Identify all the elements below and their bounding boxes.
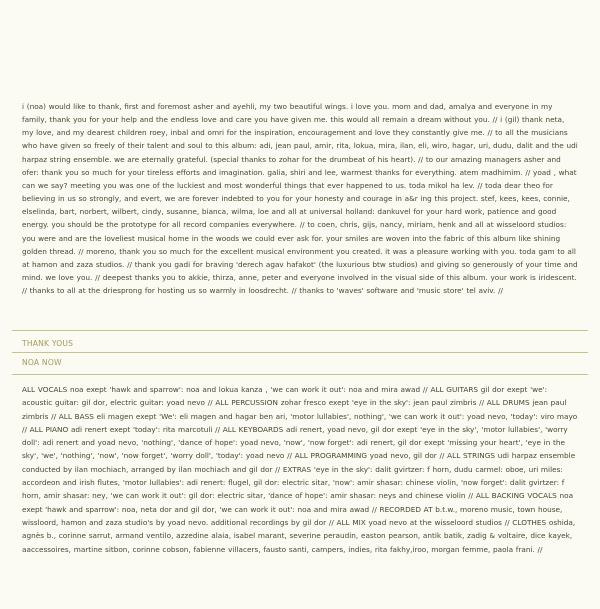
divider-line [12, 352, 588, 353]
credits-paragraph: ALL VOCALS noa exept 'hawk and sparrow': noa and lokua kanza , 'we can work it out': noa and mira awad // ALL GUITARS gil dor exept 'we': acoustic guitar: gil dor, electric guitar: yoad nevo // ALL PERCUSSION zohar fresco exept 'eye in the sky': jean paul zimbris // ALL DRUMS jean paul zimbris // ALL BASS eli magen exept 'We': eli magen and hagar ben ari, 'motor lullabies', nothing', 'we can work it out': yoad nevo, 'today': viro mayo // ALL PIANO adi renert exept 'today': rita marcotuli // ALL KEYBOARDS adi renert, yoad nevo, gil dor exept 'eye in the sky', 'motor lullabies', 'worry doll': adi renert and yoad nevo, 'nothing', 'dance of hope': yoad nevo, 'now', 'now forget': adi renert, gil dor exept 'missing your heart', 'eye in the sky', 'we', 'nothing', 'now', 'now forget', 'worry doll', 'today': yoad nevo // ALL PROGRAMMING yoad nevo, gil dor // ALL STRINGS udi harpaz ensemble conducted by ilan mochiach, arranged by ilan mochiach and gil dor // EXTRAS 'eye in the sky': dalit gvirtzer: f horn, dudu carmel: oboe, uri miles: accordeon and irish flutes, 'motor lullabies': adi renert: flugel, gil dor: electric sitar, 'now': amir shasar: chinese violin, 'now forget': dalit gvirtzer: f horn, amir shasar: ney, 'we can work it out': gil dor: electric sitar, 'dance of hope': amir shasar: neys and chinese violin // ALL BACKING VOCALS noa exept 'hawk and sparrow': noa, neta dor and gil dor, 'we can work it out': noa and mira awad // RECORDED AT b.t.w., moreno music, town house, wissloord, hamon and zaza studio's by yoad nevo. additional recordings by gil dor // ALL MIX yoad nevo at the wisseloord studios // CLOTHES oshida, agnès b., corinne sarrut, armand ventilo, azzedine alaia, isabel marant, severine peraudin, easton pearson, antik batik, zadig & voltaire, dice kayek, aaccessoires, martine sitbon, corinne cobson, fabienne villacers, fausto santi, campers, indies, rita fakhy,iroo, morgan femme, paola frani. // [22, 385, 578, 554]
thank-yous-paragraph: i (noa) would like to thank, first and foremost asher and ayehli, my two beautiful wings. i love you. mom and dad, amalya and everyone in my family, thank you for your help and the endless love and care you have given me. this would all remain a dream without you. // i (gil) thank neta, my love, and my dearest children roey, inbal and omri for the inspiration, encouragement and love they constantly give me. // to all the musicians who have given so freely of their talent and soul to this album: adi, jean paul, amir, rita, lokua, mira, ilan, eli, wiro, hagar, uri, dudu, dalit and the udi harpaz string ensemble. we are eternally grateful. (special thanks to zohar for the drumbeat of his heart). // to our amazing managers asher and ofer: thank you so much for your tireless efforts and imagination. galia, shiri and lee, warmest thanks for everything. atem madhimim. // yoad , what can we say? meeting you was one of the luckiest and most wonderful things that ever happened to us. toda mikol ha lev. // toda dear theo for believing in us so strongly, and evert, we are forever indebted to you for your honesty and courage in a&r ing this project. stef, kees, kees, connie, elselinda, bart, norbert, wilbert, cindy, susanne, bianca, wilma, loe and all at universal holland: dankuvel for your hard work, patience and good energy. you should be the prototype for all record companies everywhere. // to coen, chris, gijs, nancy, miriam, henk and all at wisseloord studios: you were and are the loveliest musical home in the woods we could ever ask for. your smiles are woven into the fabric of this album like shining golden thread. // moreno, thank you so much for the excellent musical environment you created. it was a pleasure working with you. toda gam to all at hamon and zaza studios. // thank you gadi for braving 'derech agav hafakot' (the luxurious btw studios) and giving so generously of your time and mind. we love you. // deepest thanks you to akkie, thirza, anne, peter and everyone involved in the visual side of this album. your work is iridescent. // thanks to all at the driesprong for hosting us so warmly in loosdrecht. // thanks to 'waves' software and 'music store' tel aviv. // [22, 102, 578, 296]
divider-line [12, 330, 588, 331]
thank-yous-heading: THANK YOUS [22, 339, 74, 348]
noa-now-heading: NOA NOW [22, 358, 62, 367]
divider-line [12, 374, 588, 375]
